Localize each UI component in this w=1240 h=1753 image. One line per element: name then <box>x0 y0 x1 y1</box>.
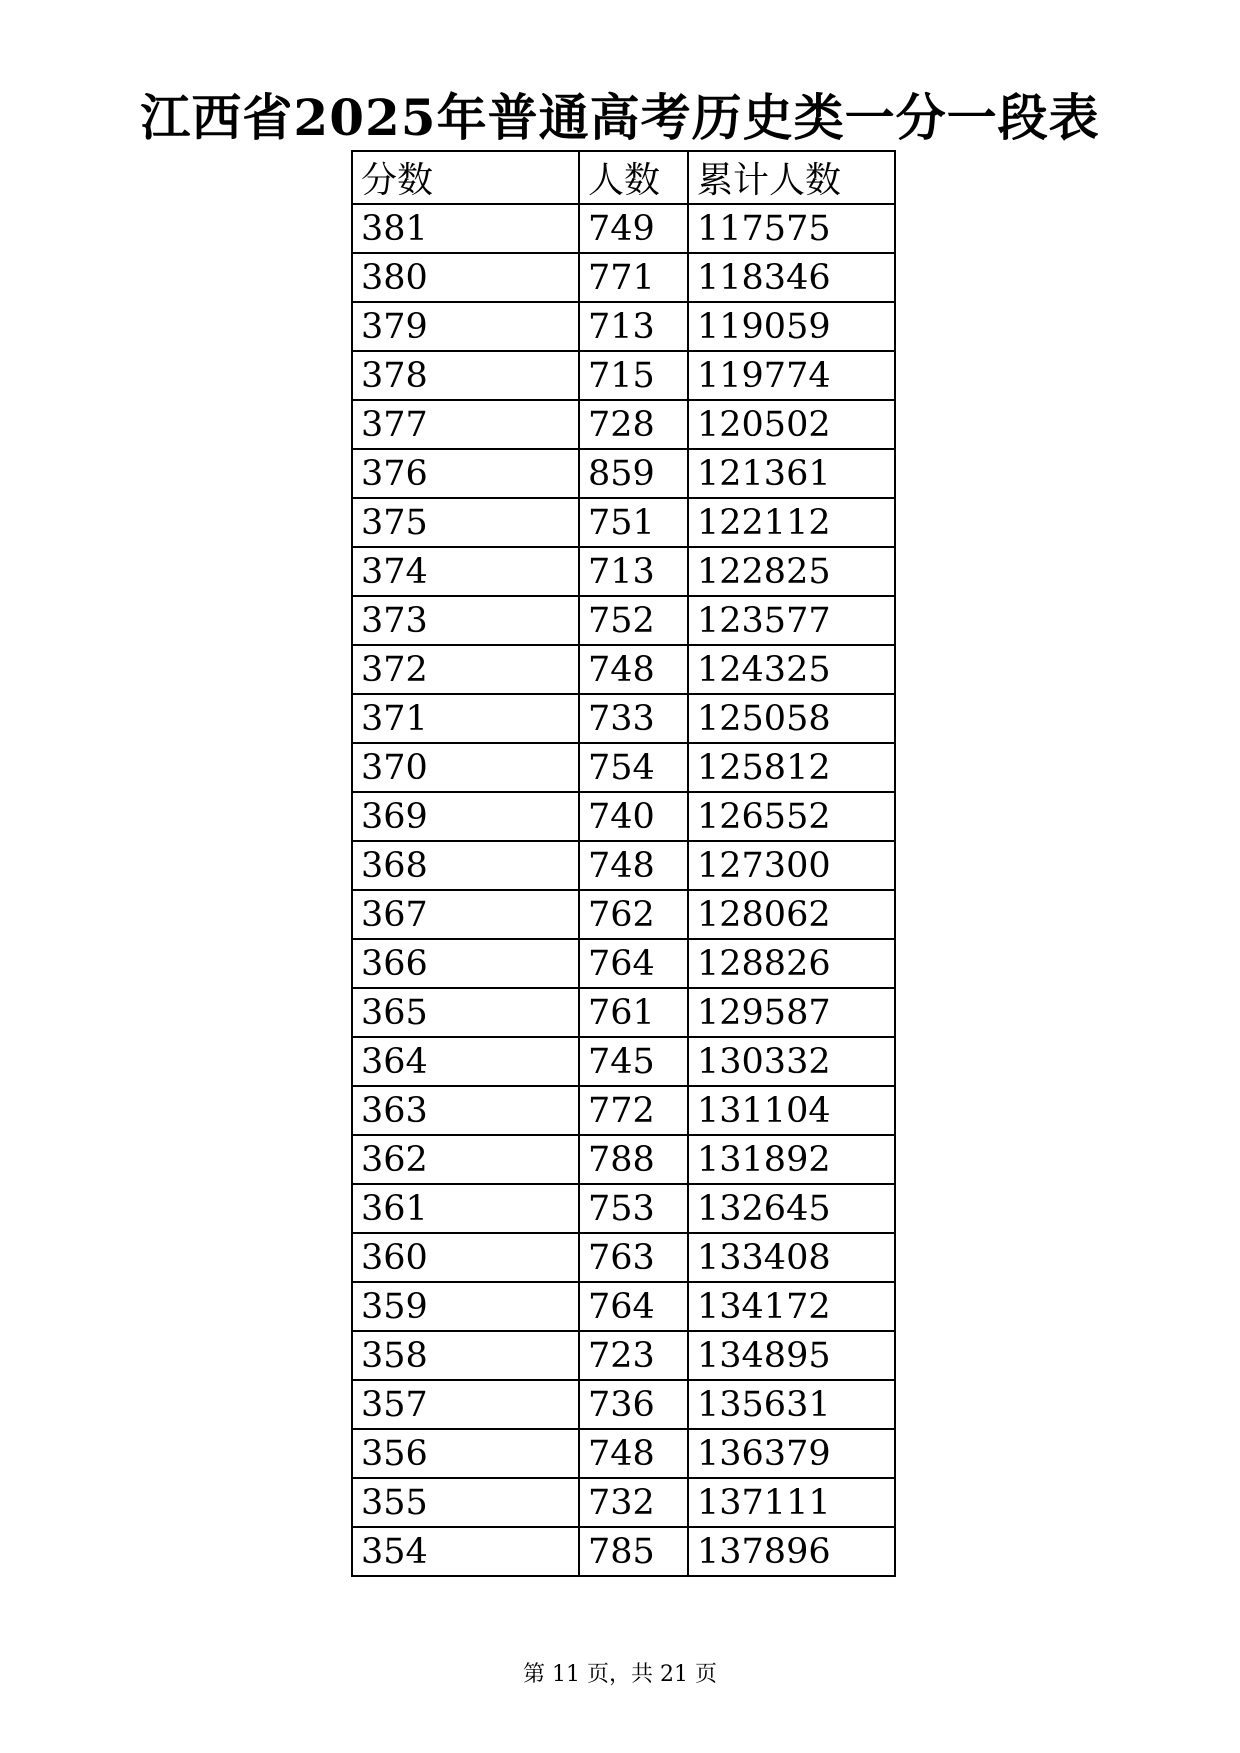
count-cell: 772 <box>579 1086 688 1135</box>
count-cell: 713 <box>579 547 688 596</box>
count-cell: 762 <box>579 890 688 939</box>
cumulative-count-cell: 124325 <box>688 645 895 694</box>
score-distribution-table <box>351 150 896 1577</box>
score-cell: 380 <box>352 253 579 302</box>
score-cell: 357 <box>352 1380 579 1429</box>
count-cell: 745 <box>579 1037 688 1086</box>
cumulative-count-cell: 120502 <box>688 400 895 449</box>
table-row <box>352 1282 895 1331</box>
score-cell: 372 <box>352 645 579 694</box>
table-row <box>352 1184 895 1233</box>
score-cell: 374 <box>352 547 579 596</box>
score-cell: 360 <box>352 1233 579 1282</box>
cumulative-count-cell: 122825 <box>688 547 895 596</box>
count-cell: 736 <box>579 1380 688 1429</box>
count-cell: 723 <box>579 1331 688 1380</box>
table-row <box>352 792 895 841</box>
table-row <box>352 939 895 988</box>
page-footer: 第 11 页，共 21 页 <box>523 1662 717 1687</box>
table-row <box>352 743 895 792</box>
table-row <box>352 890 895 939</box>
count-cell: 753 <box>579 1184 688 1233</box>
cumulative-count-cell: 129587 <box>688 988 895 1037</box>
score-cell: 378 <box>352 351 579 400</box>
count-cell: 732 <box>579 1478 688 1527</box>
table-row <box>352 1233 895 1282</box>
score-cell: 361 <box>352 1184 579 1233</box>
table-row <box>352 596 895 645</box>
cumulative-count-cell: 132645 <box>688 1184 895 1233</box>
cumulative-count-cell: 130332 <box>688 1037 895 1086</box>
score-cell: 366 <box>352 939 579 988</box>
table-row <box>352 253 895 302</box>
score-cell: 377 <box>352 400 579 449</box>
score-cell: 368 <box>352 841 579 890</box>
score-cell: 367 <box>352 890 579 939</box>
count-cell: 763 <box>579 1233 688 1282</box>
cumulative-count-cell: 118346 <box>688 253 895 302</box>
cumulative-count-cell: 119774 <box>688 351 895 400</box>
table-body <box>352 204 895 1576</box>
cumulative-count-cell: 125812 <box>688 743 895 792</box>
cumulative-count-cell: 134895 <box>688 1331 895 1380</box>
cumulative-count-cell: 136379 <box>688 1429 895 1478</box>
cumulative-count-cell: 131892 <box>688 1135 895 1184</box>
score-cell: 354 <box>352 1527 579 1576</box>
cumulative-count-cell: 137111 <box>688 1478 895 1527</box>
count-cell: 748 <box>579 841 688 890</box>
count-cell: 771 <box>579 253 688 302</box>
table-row <box>352 498 895 547</box>
score-cell: 362 <box>352 1135 579 1184</box>
count-cell: 788 <box>579 1135 688 1184</box>
count-cell: 751 <box>579 498 688 547</box>
score-cell: 370 <box>352 743 579 792</box>
score-cell: 363 <box>352 1086 579 1135</box>
table-row <box>352 645 895 694</box>
score-cell: 373 <box>352 596 579 645</box>
count-cell: 728 <box>579 400 688 449</box>
score-cell: 364 <box>352 1037 579 1086</box>
table-row <box>352 1478 895 1527</box>
count-cell: 740 <box>579 792 688 841</box>
table-row <box>352 1331 895 1380</box>
score-cell: 375 <box>352 498 579 547</box>
count-cell: 754 <box>579 743 688 792</box>
cumulative-count-cell: 126552 <box>688 792 895 841</box>
score-cell: 358 <box>352 1331 579 1380</box>
cumulative-count-cell: 135631 <box>688 1380 895 1429</box>
cumulative-count-cell: 127300 <box>688 841 895 890</box>
column-header-count: 人数 <box>579 151 688 204</box>
score-cell: 369 <box>352 792 579 841</box>
score-cell: 356 <box>352 1429 579 1478</box>
table-row <box>352 1380 895 1429</box>
count-cell: 713 <box>579 302 688 351</box>
table-row <box>352 449 895 498</box>
table-row <box>352 400 895 449</box>
count-cell: 764 <box>579 1282 688 1331</box>
cumulative-count-cell: 121361 <box>688 449 895 498</box>
score-cell: 359 <box>352 1282 579 1331</box>
count-cell: 761 <box>579 988 688 1037</box>
cumulative-count-cell: 119059 <box>688 302 895 351</box>
score-cell: 365 <box>352 988 579 1037</box>
table-row <box>352 1527 895 1576</box>
table-row <box>352 1429 895 1478</box>
cumulative-count-cell: 131104 <box>688 1086 895 1135</box>
cumulative-count-cell: 117575 <box>688 204 895 253</box>
table-row <box>352 547 895 596</box>
table-row <box>352 1086 895 1135</box>
table-row <box>352 1135 895 1184</box>
table-row <box>352 841 895 890</box>
table-header-row <box>352 151 895 204</box>
column-header-cumulative: 累计人数 <box>688 151 895 204</box>
count-cell: 764 <box>579 939 688 988</box>
cumulative-count-cell: 133408 <box>688 1233 895 1282</box>
table-row <box>352 988 895 1037</box>
count-cell: 785 <box>579 1527 688 1576</box>
cumulative-count-cell: 137896 <box>688 1527 895 1576</box>
score-cell: 381 <box>352 204 579 253</box>
table-row <box>352 302 895 351</box>
count-cell: 715 <box>579 351 688 400</box>
cumulative-count-cell: 128062 <box>688 890 895 939</box>
table-row <box>352 204 895 253</box>
count-cell: 748 <box>579 1429 688 1478</box>
count-cell: 749 <box>579 204 688 253</box>
cumulative-count-cell: 122112 <box>688 498 895 547</box>
table-row <box>352 351 895 400</box>
score-cell: 355 <box>352 1478 579 1527</box>
count-cell: 733 <box>579 694 688 743</box>
table-row <box>352 1037 895 1086</box>
cumulative-count-cell: 125058 <box>688 694 895 743</box>
column-header-score: 分数 <box>352 151 579 204</box>
score-cell: 376 <box>352 449 579 498</box>
score-cell: 379 <box>352 302 579 351</box>
cumulative-count-cell: 134172 <box>688 1282 895 1331</box>
count-cell: 748 <box>579 645 688 694</box>
page-title: 江西省2025年普通高考历史类一分一段表 <box>140 88 1100 147</box>
count-cell: 859 <box>579 449 688 498</box>
cumulative-count-cell: 128826 <box>688 939 895 988</box>
count-cell: 752 <box>579 596 688 645</box>
cumulative-count-cell: 123577 <box>688 596 895 645</box>
table-row <box>352 694 895 743</box>
score-cell: 371 <box>352 694 579 743</box>
